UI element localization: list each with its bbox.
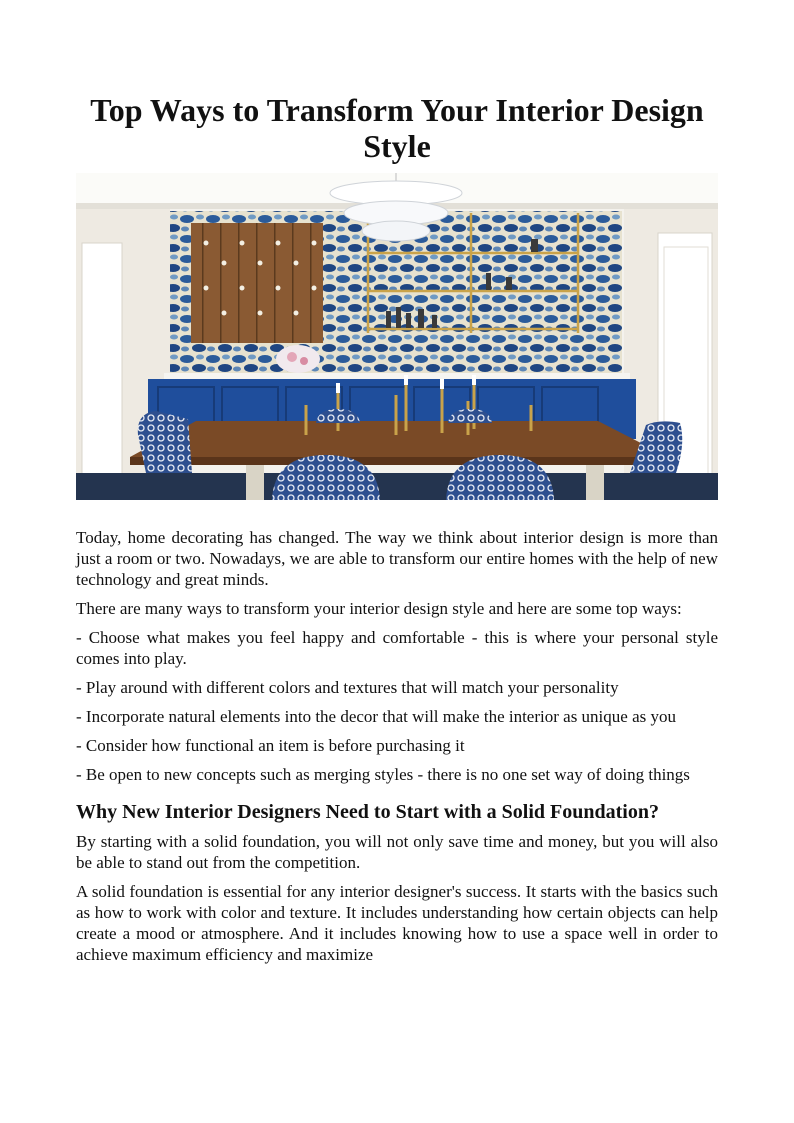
dining-room-photo bbox=[76, 173, 718, 500]
tip-item: - Incorporate natural elements into the decor that will make the interior as unique as you bbox=[76, 707, 676, 726]
tip-item: - Consider how functional an item is before purchasing it bbox=[76, 736, 465, 755]
tip-item: - Play around with different colors and textures that will match your personality bbox=[76, 678, 619, 697]
article-body bbox=[76, 527, 718, 973]
article-title: Top Ways to Transform Your Interior Design Style bbox=[90, 92, 704, 164]
tip-item: - Choose what makes you feel happy and comfortable - this is where your personal style comes into play. bbox=[76, 628, 718, 668]
tip-item: - Be open to new concepts such as merging styles - there is no one set way of doing things bbox=[76, 765, 690, 784]
section-heading: Why New Interior Designers Need to Start with a Solid Foundation? bbox=[76, 801, 659, 823]
intro-paragraph: Today, home decorating has changed. The way we think about interior design is more than just a room or two. Nowadays, we are able to transform our entire homes with the help of new technology and great minds. bbox=[76, 528, 718, 589]
section-paragraph: By starting with a solid foundation, you will not only save time and money, but you will also be able to stand out from the competition. bbox=[76, 832, 718, 872]
section-paragraph: A solid foundation is essential for any interior designer's success. It starts with the basics such as how to work with color and texture. It includes understanding how certain objects can help create a mood or atmosphere. And it includes knowing how to use a space well in order to achieve maximum efficiency and maximize bbox=[76, 882, 718, 964]
intro-paragraph: There are many ways to transform your interior design style and here are some top ways: bbox=[76, 599, 682, 618]
